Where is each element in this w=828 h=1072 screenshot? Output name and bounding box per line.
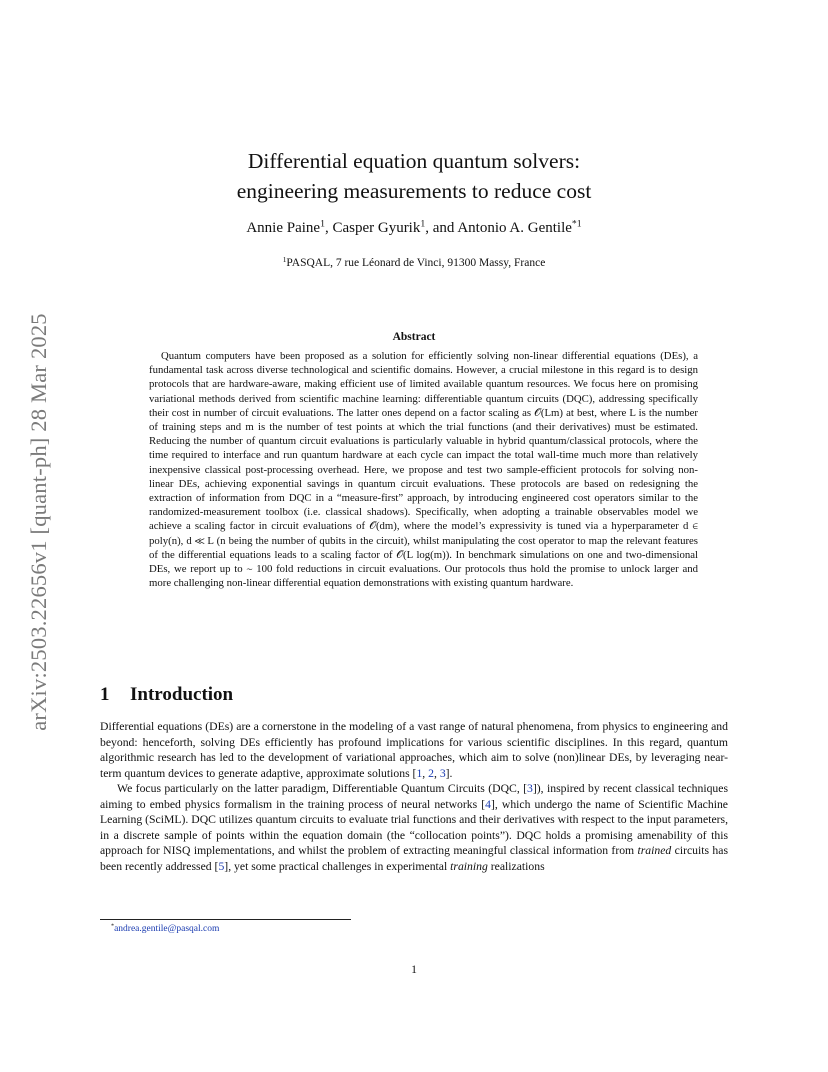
section-heading bbox=[100, 684, 233, 706]
paragraph-2 bbox=[100, 781, 728, 874]
paragraph-text: ]), inspired by recent classical techniques aiming to embed physics formalism in the training process of neural networks [ bbox=[100, 782, 728, 811]
author-3: Antonio A. Gentile bbox=[457, 220, 572, 236]
arxiv-identifier-sidebar bbox=[25, 272, 53, 772]
paragraph-text: realizations bbox=[487, 859, 545, 873]
paragraph-text: We focus particularly on the latter paradigm, Differentiable Quantum Circuits (DQC, [ bbox=[117, 782, 528, 795]
paragraph-text: ], yet some practical challenges in experimental bbox=[224, 859, 451, 873]
abstract-heading: Abstract bbox=[392, 331, 436, 343]
paragraph-text: circuits has been recently addressed [ bbox=[100, 844, 728, 873]
affiliation-mark: 1 bbox=[282, 254, 287, 264]
paragraph-1 bbox=[100, 719, 728, 781]
section-title: Introduction bbox=[130, 684, 234, 705]
citation-link[interactable]: 5 bbox=[218, 859, 225, 873]
citation-link[interactable]: 4 bbox=[485, 797, 491, 811]
paragraph-text: Differential equations (DEs) are a cornerstone in the modeling of a vast range of natural phenomena, from physics to engineering and beyond: henceforth, solving DEs efficiently has profound implications for various scientific disciplines. In this regard, quantum algorithmic research has led to the development of variational approaches, which aim to solve (non)linear DEs, by leveraging near-term quantum devices to generate adaptive, approximate solutions [ bbox=[100, 720, 728, 780]
author-2: Casper Gyurik bbox=[332, 220, 421, 236]
paragraph-text: , bbox=[433, 766, 440, 780]
footnote-divider bbox=[100, 919, 351, 920]
citation-link[interactable]: 3 bbox=[527, 782, 533, 795]
email-link[interactable]: andrea.gentile@pasqal.com bbox=[114, 924, 220, 934]
footnote bbox=[111, 924, 219, 934]
author-2-affil: 1 bbox=[420, 218, 426, 230]
page-number: 1 bbox=[411, 963, 417, 976]
section-number: 1 bbox=[100, 684, 110, 705]
abstract-text: Quantum computers have been proposed as a solution for efficiently solving non-linear differential equations (DEs), a fundamental task across diverse technological and scientific domains. However, a crucial milestone in this regard is to design protocols that are hardware-aware, making efficient use of limited available quantum resources. We focus here on promising variational methods derived from scientific machine learning: differentiable quantum circuits (DQC), addressing specifically their cost in number of circuit evaluations. The latter ones depend on a factor scaling as 𝒪(Lm) at best, where L is the number of training steps and m is the number of test points at which the trial functions (and their derivatives) must be estimated. Reducing the number of quantum circuit evaluations is particularly valuable in hybrid quantum/classical protocols, where the time required to interface and run quantum hardware at each cycle can impact the total wall-time much more than relatively inexpensive classical post-processing overhead. Here, we propose and test two sample-efficient protocols for solving non-linear DEs, achieving exponential savings in quantum circuit evaluations. These protocols are based on redesigning the extraction of information from DQC in a “measure-first” approach, by introducing engineered cost operators similar to the randomized-measurement toolbox (i.e. classical shadows). Specifically, when adopting a trainable observables model we achieve a scaling factor in circuit evaluations of 𝒪(dm), where the model’s expressivity is tuned via a hyperparameter d ∈ poly(n), d ≪ L (n being the number of qubits in the circuit), whilst manipulating the cost operator to map the relevant features of the differential equations leads to a scaling factor of 𝒪(L log(m)). In benchmark simulations on one and two-dimensional DEs, we report up to ∼ 100 fold reductions in circuit evaluations. Our protocols thus hold the promise to unlock larger and more challenging non-linear differential equation demonstrations with existing quantum hardware. bbox=[149, 350, 698, 590]
footnote-mark: * bbox=[111, 923, 115, 930]
author-1: Annie Paine bbox=[246, 220, 321, 236]
affiliation-text: PASQAL, 7 rue Léonard de Vinci, 91300 Massy, France bbox=[286, 257, 546, 269]
citation-link[interactable]: 2 bbox=[428, 766, 434, 780]
paragraph-text: , bbox=[422, 766, 429, 780]
citation-link[interactable]: 3 bbox=[439, 766, 446, 780]
affiliation bbox=[100, 254, 728, 269]
emphasis-text: training bbox=[450, 859, 488, 873]
title-line-2: engineering measurements to reduce cost bbox=[236, 179, 592, 203]
emphasis-text: trained bbox=[637, 844, 672, 857]
title-line-1: Differential equation quantum solvers: bbox=[247, 149, 581, 173]
body-text bbox=[100, 719, 728, 874]
citation-link[interactable]: 1 bbox=[416, 766, 423, 780]
author-separator: , and bbox=[425, 220, 458, 236]
author-3-affil: *1 bbox=[571, 218, 582, 230]
author-separator: , bbox=[324, 220, 333, 236]
author-list bbox=[100, 220, 728, 237]
author-1-affil: 1 bbox=[320, 218, 325, 230]
paragraph-text: ]. bbox=[445, 766, 453, 780]
paragraph-text: ], which undergo the name of Scientific Machine Learning (SciML). DQC utilizes quantum circuits to evaluate trial functions and their derivatives with respect to the input parameters, in a discrete sample of points within the equation domain (the “collocation points”). DQC holds a promising amenability of this approach for NISQ implementations, and whilst the problem of extracting meaningful classical information from bbox=[100, 797, 728, 857]
arxiv-identifier: arXiv:2503.22656v1 [quant-ph] 28 Mar 2025 bbox=[26, 313, 51, 731]
paper-title bbox=[100, 146, 728, 206]
